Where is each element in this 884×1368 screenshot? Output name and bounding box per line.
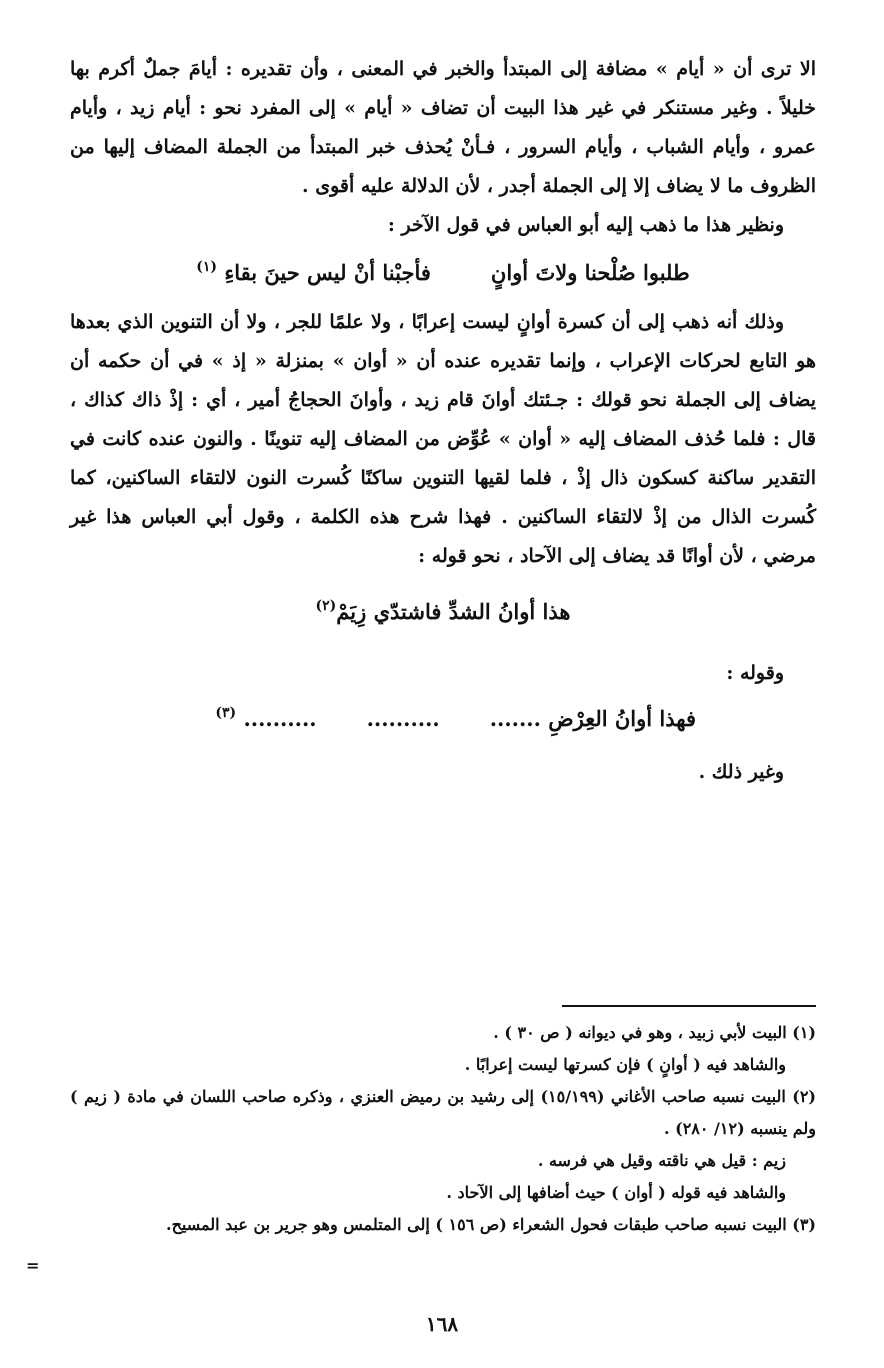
footnote-separator xyxy=(562,1005,816,1007)
verse-1-second-hemistich: فأجبْنا أنْ ليس حينَ بقاءِ $^{(١)}$ xyxy=(196,259,431,285)
footnotes xyxy=(70,1017,816,1241)
footnote-mark-2: (٢) xyxy=(315,598,337,614)
paragraph-5: وغير ذلك . xyxy=(698,761,784,783)
footnote-3: (٣) البيت نسبه صاحب طبقات فحول الشعراء (ص ١٥٦ ) إلى المتلمس وهو جرير بن عبد المسيح. xyxy=(166,1215,816,1234)
footnote-1-note: والشاهد فيه ( أوانٍ ) فإن كسرتها ليست إعرابًا . xyxy=(464,1055,786,1074)
verse-3 xyxy=(70,699,816,739)
verse-3-dots-middle: .......... xyxy=(366,706,440,731)
footnote-2: (٢) البيت نسبه صاحب الأغاني (١٥/١٩٩) إلى رشيد بن رميض العنزي ، وذكره صاحب اللسان في مادة ( زيم ) ولم ينسبه (١٢/ ٢٨٠) . xyxy=(70,1087,816,1138)
footnote-mark-3: (٣) xyxy=(215,705,237,721)
verse-2 xyxy=(70,592,816,632)
paragraph-2: ونظير هذا ما ذهب إليه أبو العباس في قول الآخر : xyxy=(387,214,784,236)
footnote-2-note-1: زيم : قيل هي ناقته وقيل هي فرسه . xyxy=(537,1151,786,1170)
verse-2-text: هذا أوانُ الشدِّ فاشتدّي زِيَمْ xyxy=(336,599,571,624)
footnote-2-note-2: والشاهد فيه قوله ( أوان ) حيث أضافها إلى الآحاد . xyxy=(446,1183,786,1202)
paragraph-1: الا ترى أن « أيام » مضافة إلى المبتدأ والخبر في المعنى ، وأن تقديره : أيامَ جملٌ أكرم بها خليلاً . وغير مستنكر في غير هذا البيت أن تضاف « أيام » إلى المفرد نحو : أيام زيد ، وأيام عمرو ، وأيام الشباب ، وأيام السرور ، فـأنْ يُحذف خبر المبتدأ من الجملة المضاف إليها من الظروف ما لا يضاف إلا إلى الجملة أجدر ، لأن الدلالة عليه أقوى . xyxy=(70,58,816,197)
footnote-1: (١) البيت لأبي زبيد ، وهو في ديوانه ( ص ٣٠ ) . xyxy=(493,1023,816,1042)
main-text xyxy=(70,50,816,792)
verse-3-text: فهذا أوانُ العِرْضِ ....... xyxy=(489,706,696,731)
paragraph-4: وقوله : xyxy=(726,662,784,684)
verse-1-first-hemistich: طلبوا صُلْحنا ولاتَ أوانٍ xyxy=(490,260,690,285)
verse-1 xyxy=(70,253,816,293)
page-number: ١٦٨ xyxy=(425,1312,459,1336)
continuation-mark: = xyxy=(26,1256,40,1275)
paragraph-3: وذلك أنه ذهب إلى أن كسرة أوانٍ ليست إعرابًا ، ولا علمًا للجر ، ولا أن التنوين الذي بعدها هو التابع لحركات الإعراب ، وإنما تقديره عنده أن « أوان » بمنزلة « إذ » في أن حكمه أن يضاف إلى الجملة نحو قولك : جـئتك أوانَ قام زيد ، وأوانَ الحجاجُ أمير ، أي : إذْ ذاك كذاك ، قال : فلما حُذف المضاف إليه « أوان » عُوِّض من المضاف إليه تنوينًا . والنون عنده كانت في التقدير ساكنة كسكون ذال إذْ ، فلما لقيها التنوين ساكنًا كُسرت النون لالتقاء الساكنين، كما كُسرت الذال من إذْ لالتقاء الساكنين . فهذا شرح هذه الكلمة ، وقول أبي العباس هذا غير مرضي ، لأن أوانًا قد يضاف إلى الآحاد ، نحو قوله : xyxy=(70,311,816,567)
footnote-mark-1: (١) xyxy=(196,259,218,275)
verse-3-dots-end: .......... $^{(٣)}$ xyxy=(215,705,317,731)
